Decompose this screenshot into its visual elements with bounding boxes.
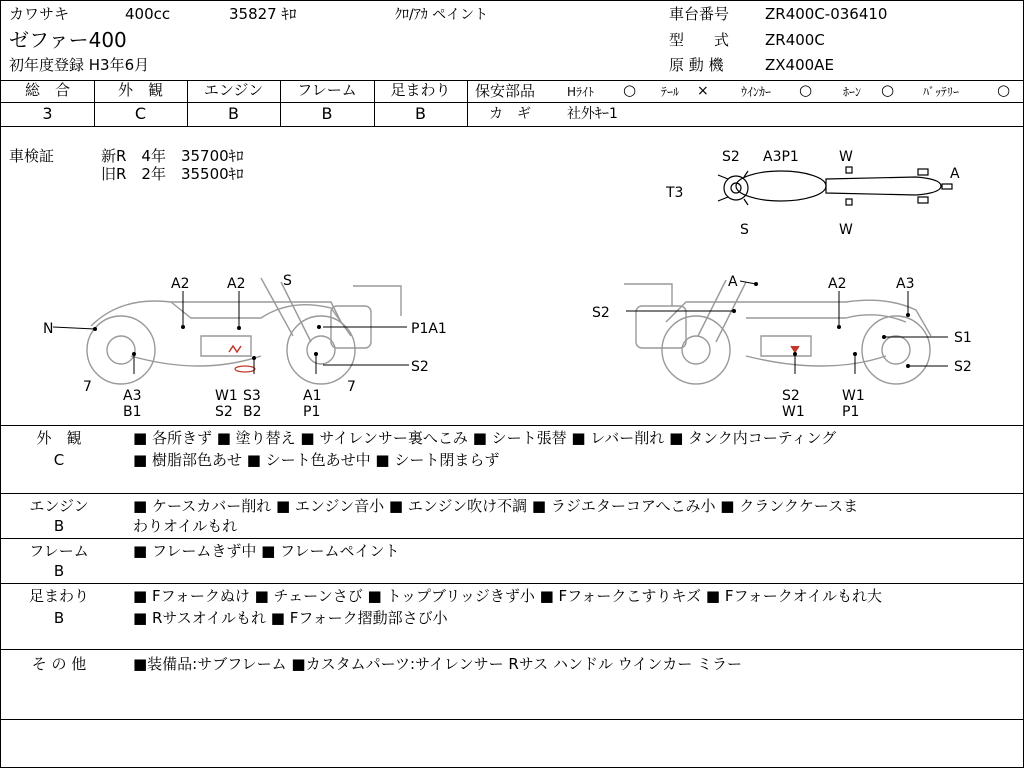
section-grade: B: [53, 517, 65, 535]
key-value: 社外ｷｰ1: [567, 106, 618, 122]
top-label: S2: [722, 149, 740, 165]
inspection-old: 旧R 2年 35500ｷﾛ: [101, 165, 244, 183]
top-label: S: [740, 222, 749, 238]
section-frame: [1, 540, 1023, 582]
section-line: ■ ケースカバー削れ ■ エンジン音小 ■ エンジン吹け不調 ■ ラジエターコアへこみ小 ■ クランクケースま: [133, 497, 859, 515]
divider: [1, 425, 1023, 426]
right-label: P1: [842, 404, 860, 420]
grade-exterior-label: 外 観: [117, 81, 163, 99]
section-grade: B: [53, 562, 65, 580]
top-label: W: [839, 222, 853, 238]
damage-mark: [235, 366, 255, 372]
divider: [1, 719, 1023, 720]
left-label: B2: [243, 404, 262, 420]
top-label: A3P1: [763, 149, 799, 165]
right-label: W1: [782, 404, 805, 420]
section-line: ■ 各所きず ■ 塗り替え ■ サイレンサー裏へこみ ■ シート張替 ■ レバー削れ ■ タンク内コーティング: [133, 429, 837, 447]
left-label: W1: [215, 388, 238, 404]
section-line: ■ Rサスオイルもれ ■ Fフォーク摺動部さび小: [133, 609, 448, 627]
section-other: [1, 653, 1023, 717]
section-title: 足まわり: [28, 587, 89, 605]
top-view-diagram: [656, 141, 976, 241]
divider: [1, 126, 1023, 127]
section-line: わりオイルもれ: [133, 517, 238, 535]
section-grade: B: [53, 609, 65, 627]
section-engine: [1, 495, 1023, 537]
divider: [467, 102, 1023, 103]
right-label: A: [728, 274, 738, 290]
displacement: 400cc: [125, 5, 171, 23]
right-label: S2: [954, 359, 972, 375]
right-label: S2: [782, 388, 800, 404]
battery-mark: ○: [997, 81, 1011, 99]
divider: [1, 538, 1023, 539]
left-label: A3: [123, 388, 142, 404]
grade-engine: B: [228, 104, 239, 123]
horn-label: ﾎｰﾝ: [843, 85, 862, 99]
key-label: カ ギ: [489, 106, 531, 122]
left-label: P1: [303, 404, 321, 420]
section-title: エンジン: [29, 497, 89, 515]
left-label: S3: [243, 388, 261, 404]
left-label: B1: [123, 404, 142, 420]
taillight-label: ﾃｰﾙ: [661, 85, 680, 99]
inspection-label: 車検証: [9, 147, 55, 165]
mileage: 35827 ｷﾛ: [229, 5, 297, 23]
section-line: ■装備品:サブフレーム ■カスタムパーツ:サイレンサー Rサス ハンドル ウインカー ミラー: [133, 655, 743, 673]
damage-mark: [229, 346, 241, 352]
right-side-diagram: [586, 266, 1006, 421]
maker: カワサキ: [9, 5, 70, 23]
section-line: ■ Fフォークぬけ ■ チェーンさび ■ トップブリッジきず小 ■ Fフォークこすりキズ ■ Fフォークオイルもれ大: [133, 587, 882, 605]
frame-no-label: 車台番号: [669, 5, 730, 23]
left-side-diagram: [31, 266, 471, 421]
type-value: ZR400C: [765, 31, 825, 49]
first-registration: 初年度登録 H3年6月: [9, 56, 150, 74]
section-exterior: [1, 427, 1023, 493]
grade-exterior: C: [134, 104, 147, 123]
right-label: A2: [828, 276, 847, 292]
section-suspension: [1, 585, 1023, 647]
section-line: ■ フレームきず中 ■ フレームペイント: [133, 542, 400, 560]
grade-frame-label: フレーム: [297, 81, 357, 99]
left-label: S2: [411, 359, 429, 375]
top-label: A: [950, 166, 960, 182]
section-title: フレーム: [29, 542, 89, 560]
divider: [1, 583, 1023, 584]
left-label: 7: [347, 379, 356, 395]
right-label: S2: [592, 305, 610, 321]
left-label: S2: [215, 404, 233, 420]
color: ｸﾛ/ｱｶ ペイント: [395, 7, 489, 23]
left-label: A2: [171, 276, 190, 292]
grade-frame: B: [321, 104, 333, 123]
headlight-label: Hﾗｲﾄ: [567, 85, 595, 99]
top-label: W: [839, 149, 853, 165]
divider: [1, 102, 467, 103]
section-title: 外 観: [36, 429, 82, 447]
left-label: A1: [303, 388, 322, 404]
divider: [1, 649, 1023, 650]
top-label: T3: [666, 185, 684, 201]
left-label: A2: [227, 276, 246, 292]
left-label: P1A1: [411, 321, 447, 337]
left-label: S: [283, 273, 292, 289]
right-label: S1: [954, 330, 972, 346]
grade-suspension-label: 足まわり: [390, 81, 451, 99]
divider: [1, 493, 1023, 494]
model-name: ゼファー400: [9, 28, 127, 52]
winker-mark: ○: [799, 81, 813, 99]
taillight-mark: ×: [697, 83, 709, 99]
grade-engine-label: エンジン: [203, 81, 264, 99]
type-label: 型 式: [669, 31, 730, 49]
section-grade: C: [53, 451, 65, 469]
grade-overall: 3: [42, 104, 53, 123]
horn-mark: ○: [881, 81, 895, 99]
winker-label: ｳｲﾝｶｰ: [741, 85, 772, 99]
headlight-mark: ○: [623, 81, 637, 99]
right-label: A3: [896, 276, 915, 292]
section-title: そ の 他: [31, 655, 87, 673]
section-line: ■ 樹脂部色あせ ■ シート色あせ中 ■ シート閉まらず: [133, 451, 500, 469]
battery-label: ﾊﾞｯﾃﾘｰ: [923, 85, 960, 99]
engine-value: ZX400AE: [765, 56, 834, 74]
divider: [467, 80, 468, 126]
grade-suspension: B: [415, 104, 426, 123]
grade-overall-label: 総 合: [24, 81, 70, 99]
damage-mark: [791, 346, 799, 352]
engine-label: 原 動 機: [669, 56, 724, 74]
frame-no: ZR400C-036410: [765, 5, 888, 23]
safety-label: 保安部品: [475, 82, 536, 100]
left-label: N: [43, 321, 54, 337]
inspection-new: 新R 4年 35700ｷﾛ: [101, 147, 244, 165]
right-label: W1: [842, 388, 865, 404]
left-label: 7: [83, 379, 92, 395]
